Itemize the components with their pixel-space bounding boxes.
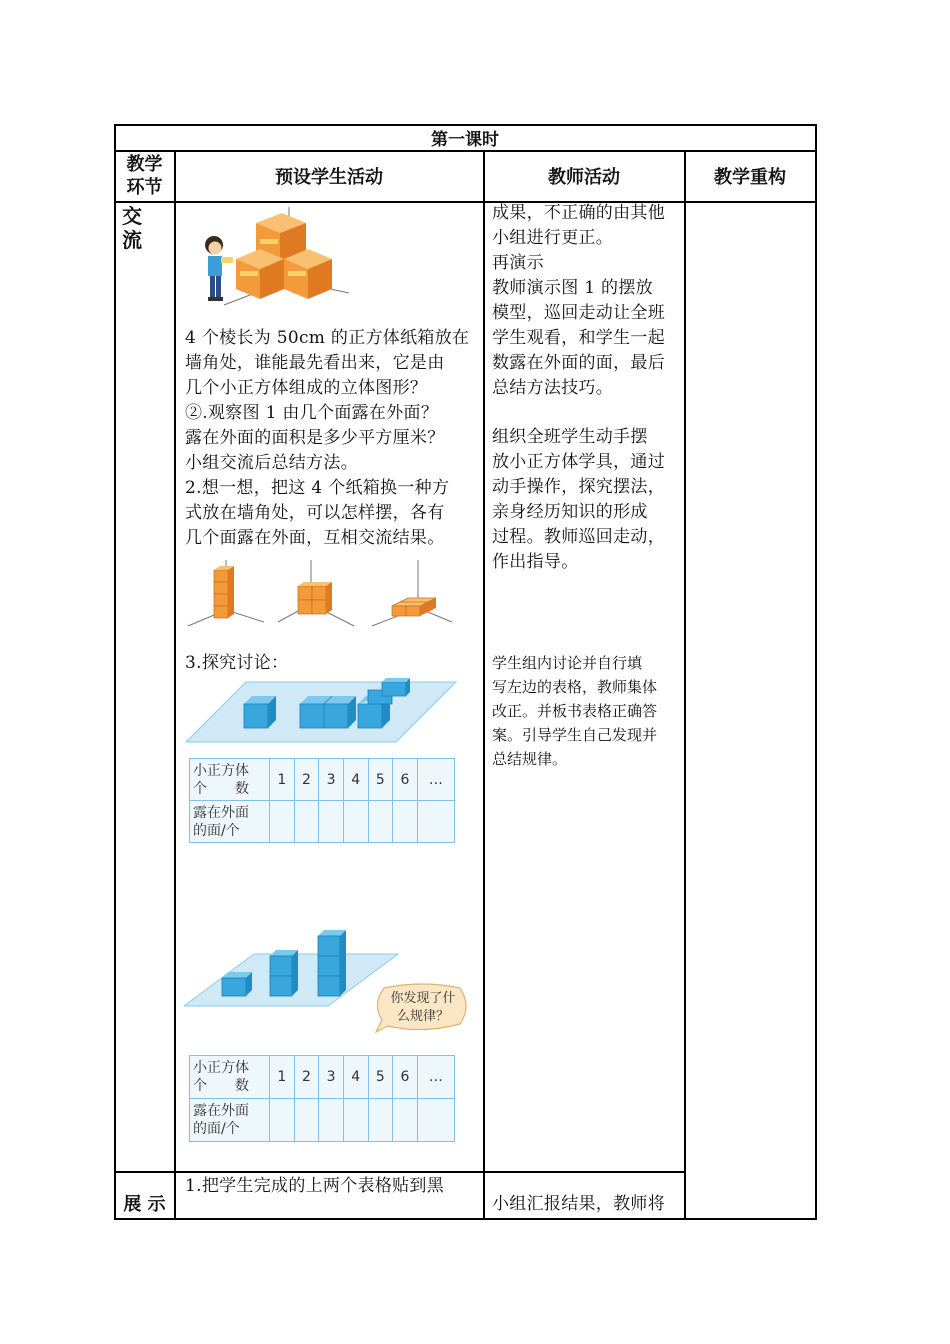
- teacher-activity-show-text: 小组汇报结果，教师将: [492, 1194, 665, 1214]
- student-activity-show-text: 1.把学生完成的上两个表格贴到黑: [185, 1176, 445, 1196]
- table2-blank-cell: [417, 1099, 454, 1142]
- teacher-activity-text-2: 组织全班学生动手摆 放小正方体学具，通过 动手操作，探究摆法， 亲身经历知识的形成 过程。教师巡回走动， 作出指导。: [492, 427, 665, 572]
- student-activity-text-1: 4 个棱长为 50cm 的正方体纸箱放在 墙角处，谁能最先看出来，它是由 几个小正方体组成的立体图形？ ②.观察图 1 由几个面露在外面？ 露在外面的面积是多少平方厘米？ 小组交流后总结方法。 2.想一想，把这 4 个纸箱换一种方 式放在墙角处，可以怎样摆，各有 几个面露在外面，互相交流结果。: [185, 328, 470, 548]
- table-col-3: [684, 150, 686, 1220]
- table1-number: 5: [368, 759, 393, 801]
- box-arrangements-illustration: [186, 560, 456, 632]
- stage-exchange: 交 流: [122, 204, 142, 252]
- table1-blank-cell: [294, 801, 319, 843]
- stage-show: 展 示: [123, 1194, 166, 1215]
- table2-number: …: [417, 1056, 454, 1099]
- table2-blank-cell: [270, 1099, 295, 1142]
- table-col-2: [483, 150, 485, 1220]
- table2-blank-cell: [343, 1099, 368, 1142]
- table1-row2-label: 露在外面 的面/个: [190, 801, 270, 843]
- table1-number: 4: [343, 759, 368, 801]
- boxes-corner-illustration: [184, 205, 364, 307]
- table2-blank-cell: [393, 1099, 418, 1142]
- table-border-left: [114, 124, 116, 1220]
- table2-row2-label: 露在外面 的面/个: [190, 1099, 270, 1142]
- table1-blank-cell: [417, 801, 454, 843]
- table1-number: 6: [393, 759, 418, 801]
- table2-blank-cell: [368, 1099, 393, 1142]
- table2-number: 2: [294, 1056, 319, 1099]
- speech-bubble-text: 你发现了什 么规律？: [390, 991, 456, 1024]
- table1-number: 2: [294, 759, 319, 801]
- table1-blank-cell: [343, 801, 368, 843]
- cubes-stacked-illustration: [184, 926, 400, 1008]
- table2-number: 6: [393, 1056, 418, 1099]
- table2-blank-cell: [319, 1099, 344, 1142]
- student-activity-text-2: 3.探究讨论：: [185, 653, 289, 673]
- table2-number: 3: [319, 1056, 344, 1099]
- table1-number: …: [417, 759, 454, 801]
- header-student-activity: 预设学生活动: [275, 167, 383, 188]
- table-col-1: [174, 150, 176, 1220]
- table2-row1-label: 小正方体 个 数: [190, 1056, 270, 1099]
- exposed-faces-table-1: [189, 758, 455, 843]
- teacher-activity-text-3: 学生组内讨论并自行填 写左边的表格，教师集体 改正。并板书表格正确答 案。引导学生自己发现并 总结规律。: [492, 654, 658, 768]
- teacher-activity-text-1: 成果，不正确的由其他 小组进行更正。 再演示 教师演示图 1 的摆放 模型，巡回走动让全班 学生观看，和学生一起 数露在外面的面，最后 总结方法技巧。: [492, 203, 665, 398]
- header-teacher-activity: 教师活动: [548, 167, 620, 188]
- cubes-in-row-illustration: [186, 676, 458, 746]
- table-line-row-show: [114, 1171, 684, 1173]
- table1-number: 3: [319, 759, 344, 801]
- table2-blank-cell: [294, 1099, 319, 1142]
- table-line-header: [114, 201, 816, 203]
- table2-number: 4: [343, 1056, 368, 1099]
- table1-blank-cell: [319, 801, 344, 843]
- header-teaching-rebuild: 教学重构: [714, 167, 786, 188]
- table1-number: 1: [270, 759, 295, 801]
- table1-blank-cell: [393, 801, 418, 843]
- table1-blank-cell: [270, 801, 295, 843]
- exposed-faces-table-2: [189, 1055, 455, 1142]
- header-stage: 教学 环节: [126, 154, 163, 198]
- table1-blank-cell: [368, 801, 393, 843]
- table-border-bottom: [114, 1218, 816, 1220]
- table2-number: 5: [368, 1056, 393, 1099]
- lesson-title: 第一课时: [431, 130, 499, 150]
- table1-row1-label: 小正方体 个 数: [190, 759, 270, 801]
- table2-number: 1: [270, 1056, 295, 1099]
- table-border-right: [815, 124, 817, 1220]
